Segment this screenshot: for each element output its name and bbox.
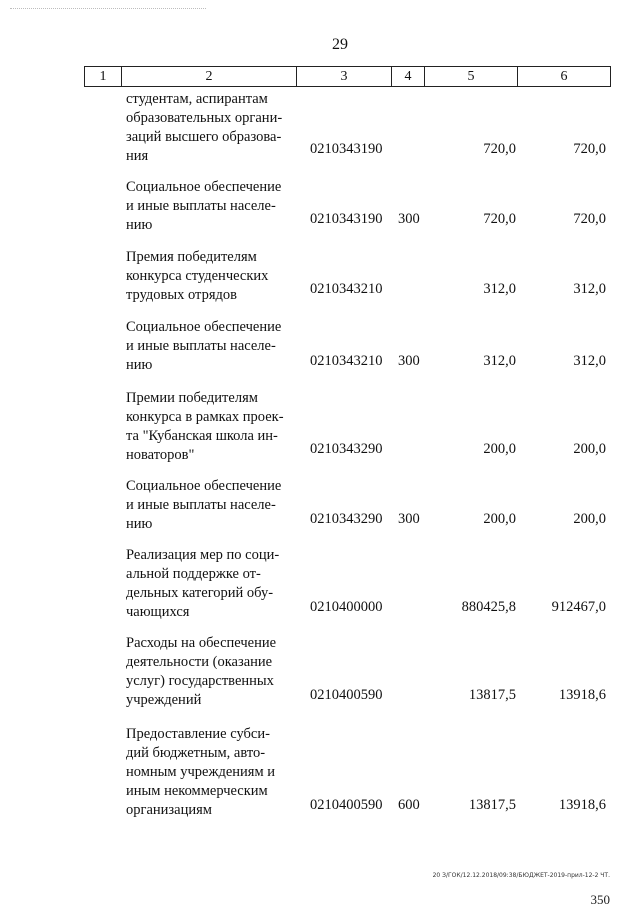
row-description xyxy=(126,90,296,166)
target-article-code: 0210343290 xyxy=(310,441,383,457)
row-description xyxy=(126,477,296,534)
description-line: Предоставление субси- xyxy=(126,726,270,742)
description-line: Социальное обеспечение xyxy=(126,478,282,494)
amount-col-5: 312,0 xyxy=(483,353,516,369)
description-line: трудовых отрядов xyxy=(126,287,237,303)
row-description xyxy=(126,318,296,375)
column-header-3: 3 xyxy=(296,66,392,87)
row-description xyxy=(126,178,296,235)
description-line: деятельности (оказание xyxy=(126,654,273,670)
description-line: и иные выплаты населе- xyxy=(126,497,276,513)
amount-col-5: 13817,5 xyxy=(468,797,516,813)
description-line: нию xyxy=(126,516,153,532)
row-description xyxy=(126,389,296,465)
target-article-code: 0210343210 xyxy=(310,281,383,297)
amount-col-5: 200,0 xyxy=(483,441,516,457)
column-header-5: 5 xyxy=(424,66,518,87)
description-line: организациям xyxy=(126,802,212,818)
description-line: Социальное обеспечение xyxy=(126,179,282,195)
row-description xyxy=(126,725,296,820)
description-line: студентам, аспирантам xyxy=(126,91,268,107)
expense-type-code: 300 xyxy=(398,211,420,227)
description-line: Реализация мер по соци- xyxy=(126,547,280,563)
column-header-2: 2 xyxy=(121,66,297,87)
expense-type-code: 300 xyxy=(398,511,420,527)
amount-col-6: 13918,6 xyxy=(558,797,606,813)
amount-col-5: 720,0 xyxy=(483,141,516,157)
row-description xyxy=(126,634,296,710)
amount-col-6: 312,0 xyxy=(573,281,606,297)
page-number: 29 xyxy=(332,36,348,53)
page-stamp-number: 350 xyxy=(590,892,610,907)
column-header-4: 4 xyxy=(391,66,425,87)
target-article-code: 0210400590 xyxy=(310,797,383,813)
amount-col-6: 720,0 xyxy=(573,141,606,157)
description-line: и иные выплаты населе- xyxy=(126,338,276,354)
description-line: учреждений xyxy=(126,692,202,708)
amount-col-6: 720,0 xyxy=(573,211,606,227)
amount-col-5: 13817,5 xyxy=(468,687,516,703)
target-article-code: 0210343210 xyxy=(310,353,383,369)
description-line: новаторов" xyxy=(126,447,195,463)
description-line: дельных категорий обу- xyxy=(126,585,274,601)
amount-col-6: 912467,0 xyxy=(551,599,606,615)
description-line: нию xyxy=(126,217,153,233)
description-line: Расходы на обеспечение xyxy=(126,635,277,651)
amount-col-6: 13918,6 xyxy=(558,687,606,703)
description-line: альной поддержке от- xyxy=(126,566,261,582)
document-footer: 20 З/ГОК/12.12.2018/09:38/БЮДЖЕТ-2019-прил-12-2 ЧТ. xyxy=(432,872,610,879)
description-line: номным учреждениям и xyxy=(126,764,276,780)
description-line: конкурса в рамках проек- xyxy=(126,409,284,425)
description-line: ния xyxy=(126,148,149,164)
description-line: образовательных органи- xyxy=(126,110,283,126)
amount-col-6: 200,0 xyxy=(573,441,606,457)
description-line: услуг) государственных xyxy=(126,673,274,689)
description-line: Премия победителям xyxy=(126,249,257,265)
target-article-code: 0210343190 xyxy=(310,211,383,227)
amount-col-6: 312,0 xyxy=(573,353,606,369)
amount-col-6: 200,0 xyxy=(573,511,606,527)
amount-col-5: 880425,8 xyxy=(461,599,516,615)
description-line: заций высшего образова- xyxy=(126,129,282,145)
target-article-code: 0210400590 xyxy=(310,687,383,703)
target-article-code: 0210400000 xyxy=(310,599,383,615)
description-line: Премии победителям xyxy=(126,390,258,406)
description-line: и иные выплаты населе- xyxy=(126,198,276,214)
amount-col-5: 200,0 xyxy=(483,511,516,527)
expense-type-code: 600 xyxy=(398,797,420,813)
description-line: чающихся xyxy=(126,604,190,620)
description-line: нию xyxy=(126,357,153,373)
row-description xyxy=(126,546,296,622)
column-header-6: 6 xyxy=(517,66,611,87)
description-line: иным некоммерческим xyxy=(126,783,268,799)
description-line: дий бюджетным, авто- xyxy=(126,745,266,761)
amount-col-5: 312,0 xyxy=(483,281,516,297)
target-article-code: 0210343290 xyxy=(310,511,383,527)
row-description xyxy=(126,248,296,305)
description-line: Социальное обеспечение xyxy=(126,319,282,335)
description-line: та "Кубанская школа ин- xyxy=(126,428,278,444)
amount-col-5: 720,0 xyxy=(483,211,516,227)
expense-type-code: 300 xyxy=(398,353,420,369)
target-article-code: 0210343190 xyxy=(310,141,383,157)
column-header-1: 1 xyxy=(84,66,122,87)
description-line: конкурса студенческих xyxy=(126,268,269,284)
